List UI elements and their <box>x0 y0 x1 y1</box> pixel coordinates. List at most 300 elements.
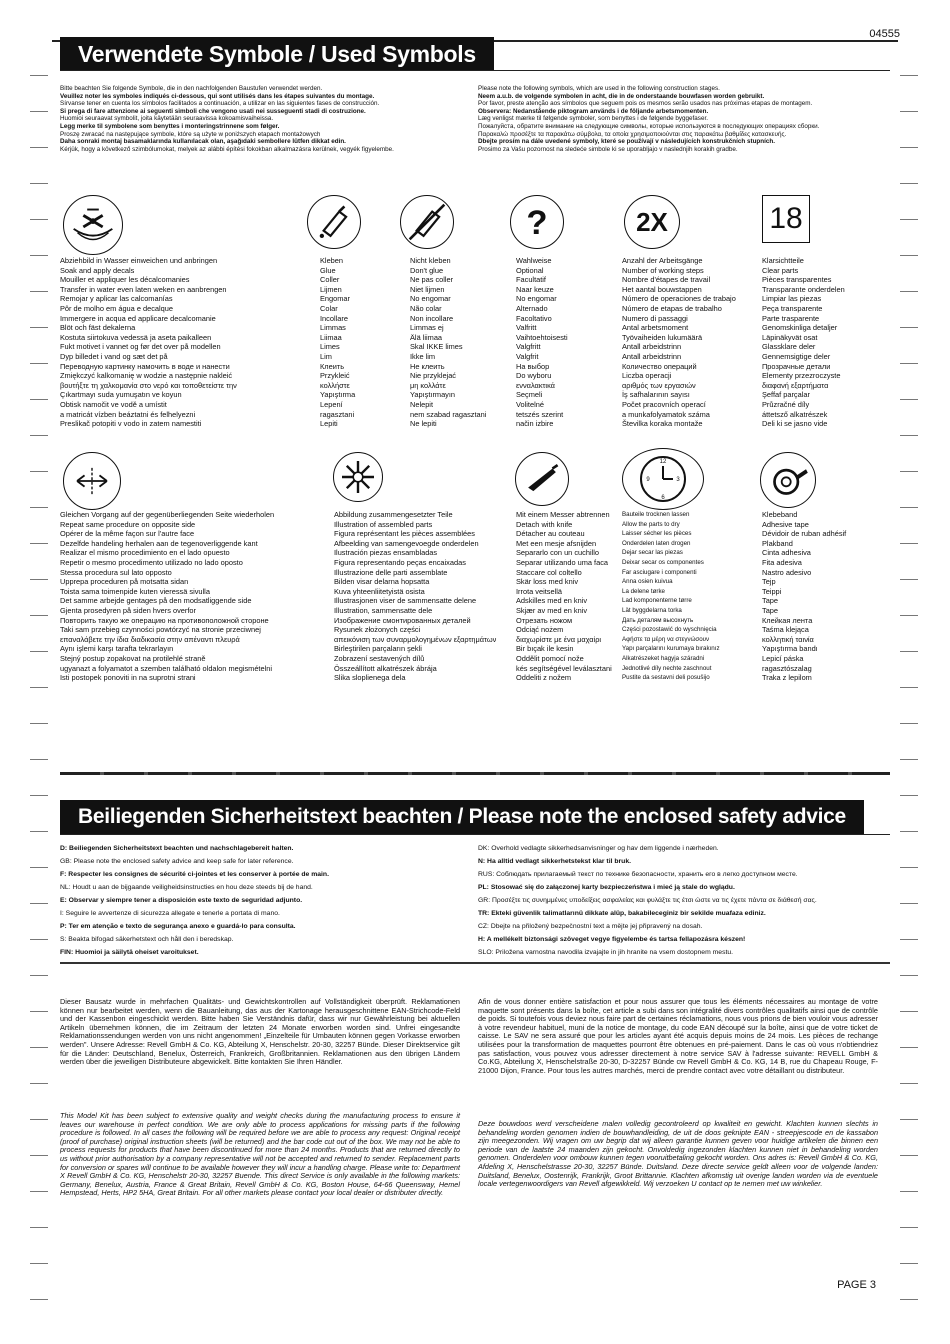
list-optional <box>516 256 568 429</box>
list-item: Optional <box>516 265 544 275</box>
margin-mark <box>900 147 918 148</box>
list-item: Détacher au couteau <box>516 529 585 539</box>
margin-mark <box>30 1299 48 1300</box>
list-item: Nelepit <box>410 399 434 409</box>
list-item: Teippi <box>762 586 782 596</box>
list-item: Lim <box>320 351 332 361</box>
list-item: Deli ki se jasno vide <box>762 419 828 429</box>
margin-mark <box>900 939 918 940</box>
list-tape <box>762 510 846 683</box>
list-item: Oddeliti z nožem <box>516 673 572 683</box>
margin-mark <box>900 507 918 508</box>
margin-mark <box>30 579 48 580</box>
list-item: Yapı parçalarını kurumaya bırakınız <box>622 645 720 653</box>
list-item: Nicht kleben <box>410 256 451 265</box>
list-item: Repeat same procedure on opposite side <box>60 519 196 529</box>
list-item: Nombre d'étapes de travail <box>622 275 711 285</box>
list-no-glue <box>410 256 486 429</box>
intro-line: Si prega di fare attenzione ai seguenti simboli che vengono usati nei susseguenti stadi di costruzione. <box>60 107 366 115</box>
list-item: Limes <box>320 342 340 352</box>
margin-mark <box>30 219 48 220</box>
list-item: İş safhalarının sayısı <box>622 390 690 400</box>
margin-mark <box>30 75 48 76</box>
margin-mark <box>30 1083 48 1084</box>
list-item: tetszés szerint <box>516 409 564 419</box>
list-item: Antal arbetsmoment <box>622 323 689 333</box>
page-number: PAGE 3 <box>837 1279 876 1291</box>
list-item: Realizar el mismo procedimiento en el lado opuesto <box>60 548 230 558</box>
list-item: Części pozostawić do wyschnięcia <box>622 626 717 634</box>
list-item: Preslikač potopiti v vodo in zatem namestiti <box>60 419 202 429</box>
list-item: Összeállított alkatrészek ábrája <box>334 663 437 673</box>
margin-mark <box>30 867 48 868</box>
list-item: Dejar secar las piezas <box>622 549 683 557</box>
svg-text:3: 3 <box>676 477 680 483</box>
margin-mark <box>900 1191 918 1192</box>
intro-line: Prosimo za Vašu pozornost na sledeće simbole ki se uporabljajo v naslednjih korakih gradbe. <box>478 145 738 153</box>
list-item: Liimaa <box>320 332 342 342</box>
list-item: Ilustración piezas ensambladas <box>334 548 438 558</box>
age-label: 18 <box>769 202 803 235</box>
list-item: διαφανή εξαρτήματα <box>762 380 829 390</box>
list-item: Klarsichtteile <box>762 256 804 265</box>
list-item: Ne pas coller <box>410 275 454 285</box>
safety-line: S: Beakta bifogad säkerhetstext och håll den i beredskap. <box>60 936 234 943</box>
list-item: Lad komponenterne tørre <box>622 597 692 605</box>
margin-mark <box>30 255 48 256</box>
list-item: Stessa procedura sul lato opposto <box>60 567 172 577</box>
list-item: Volitelné <box>516 399 544 409</box>
list-item: Ikke lim <box>410 351 436 361</box>
list-item: Allow the parts to dry <box>622 520 680 528</box>
list-dry <box>622 510 720 683</box>
margin-mark <box>30 1011 48 1012</box>
margin-mark <box>900 471 918 472</box>
list-item: Przykleić <box>320 371 350 381</box>
margin-mark <box>900 363 918 364</box>
intro-line: Please note the following symbols, which are used in the following construction stages. <box>478 85 720 92</box>
margin-mark <box>900 543 918 544</box>
list-item: κολλήστε <box>320 380 350 390</box>
list-item: Abbildung zusammengesetzter Teile <box>334 510 453 519</box>
list-item: Número de operaciones de trabajo <box>622 294 736 304</box>
intro-line: Legg merke til symbolene som benyttes i monteringstrinnene som følger. <box>60 122 280 130</box>
safety-line: RUS: Соблюдать прилагаемый текст по технике безопасности, хранить его в легко доступном месте. <box>478 871 798 878</box>
list-item: Irrota veitsellä <box>516 586 563 596</box>
safety-line: PL: Stosować się do załączonej karty bezpieczeństwa i mieć ją stale do wglądu. <box>478 884 735 891</box>
margin-mark <box>900 579 918 580</box>
assembled-parts-icon <box>333 452 383 502</box>
intro-line: Proszę zwracać na następujące symbole, które są użyte w poniższych etapach montażowych <box>60 130 321 138</box>
margin-mark <box>900 687 918 688</box>
list-item: Toista sama toimenpide kuten vieressä sivulla <box>60 586 210 596</box>
margin-mark <box>30 399 48 400</box>
safety-right <box>478 842 888 959</box>
margin-mark <box>30 327 48 328</box>
safety-line: GB: Please note the enclosed safety advice and keep safe for later reference. <box>60 858 294 865</box>
list-item: Valgfritt <box>516 342 541 352</box>
list-item: Kuva yhteenliitetyistä osista <box>334 586 425 596</box>
section-title-symbols: Verwendete Symbole / Used Symbols <box>60 37 494 71</box>
intro-left <box>60 85 470 153</box>
svg-text:9: 9 <box>646 477 650 483</box>
list-item: Adhesive tape <box>762 519 809 529</box>
list-item: Työvaiheiden lukumäärä <box>622 332 703 342</box>
list-item: način izbire <box>516 419 554 429</box>
list-item: Jednotlivé díly nechte zaschnout <box>622 664 712 672</box>
list-item: Genomskinliga detaljer <box>762 323 838 333</box>
warranty-nl: Deze bouwdoos werd verscheidene malen volledig gecontroleerd op kwaliteit en gewicht. Klachten kunnen slechts in behandeling worden genomen indien de bouwhandleiding, de uit de doos geknipte EAN - streepjescode en de kassabon zijn meegezonden. Wij vragen om uw begrip dat wij alleen garantie kunnen geven voor huidige artikelen die binnen een periode van de laatste 24 maanden zijn gekocht. Onvoldedig ingezonden klachten kunnen niet in behandeling worden genomen. Onderdelen voor ombouw kunnen tegen vooruitbetaling gekocht worden. Ons adres is: Revell GmbH & Co. KG, Afdeling X, Henschelstrasse 20-30, 32257 Bünde. Duitsland. Deze directe service geldt alleen voor de volgende landen: Duitsland, Benelux, Oostenrijk, Frankrijk, Groot Brittannie. Klachten afkomstig uit overige landen worden via de eventuele locale vertegenwoordigers van Revell afgewikkeld. Wij verzoeken U contact op te nemen met uw winkelier. <box>478 1119 878 1189</box>
list-item: Illustrasjonen viser de sammensatte delene <box>334 596 477 606</box>
list-item: ragasztószalag <box>762 663 812 673</box>
margin-mark <box>900 111 918 112</box>
margin-mark <box>30 543 48 544</box>
list-item: Številka koraka montaže <box>622 419 703 429</box>
list-item: Transfer in water even laten weken en aanbrengen <box>60 284 227 294</box>
optional-icon <box>510 195 564 249</box>
list-item: Limpiar las piezas <box>762 294 822 304</box>
list-item: Limmas <box>320 323 346 333</box>
list-item: Клеить <box>320 361 345 371</box>
margin-mark <box>30 615 48 616</box>
intro-line: Læg venligst mærke til følgende symboler, som benyttes i de følgende byggefaser. <box>478 115 708 123</box>
list-item: Number of working steps <box>622 265 704 275</box>
margin-mark <box>900 399 918 400</box>
list-item: nem szabad ragasztani <box>410 409 487 419</box>
list-item: Stejný postup zopakovat na protilehlé straně <box>60 653 206 663</box>
list-item: Don't glue <box>410 265 444 275</box>
margin-mark <box>30 651 48 652</box>
list-item: Vaihtoehtoisesti <box>516 332 568 342</box>
margin-mark <box>900 255 918 256</box>
list-item: Aynı işlemi karşı tarafta tekrarlayın <box>60 644 174 654</box>
list-item: Laisser sécher les pièces <box>622 530 692 538</box>
list-item: Lepicí páska <box>762 653 804 663</box>
margin-mark <box>30 1191 48 1192</box>
list-glue <box>320 256 355 429</box>
list-item: Повторить такую же операцию на противоположной стороне <box>60 615 269 625</box>
list-steps <box>622 256 736 429</box>
safety-line: H: A mellékelt biztonsági szöveget vegye figyelembe és tartsa fellapozásra készen! <box>478 936 746 943</box>
list-item: Rysunek złożonych części <box>334 625 421 635</box>
list-item: Lijmen <box>320 284 342 294</box>
safety-line: I: Seguire le avvertenze di sicurezza allegate e tenerle a portata di mano. <box>60 910 280 917</box>
list-item: επαναλάβετε την ίδια διαδικασία στην απέναντι πλευρά <box>60 634 240 644</box>
intro-line: Veuillez noter les symboles indiqués ci-dessous, qui sont utilisés dans les étapes suivantes du montage. <box>60 92 375 100</box>
intro-line: Neem a.u.b. de volgende symbolen in acht, die in de onderstaande bouwfasen worden gebruikt. <box>478 92 765 100</box>
margin-mark <box>900 831 918 832</box>
svg-text:12: 12 <box>659 459 667 465</box>
intro-line: Dbejte prosím na dále uvedené symboly, které se používají v následujících konstrukčních stupních. <box>478 138 775 146</box>
list-item: Illustration of assembled parts <box>334 519 433 529</box>
margin-mark <box>30 1263 48 1264</box>
list-item: Pièces transparentes <box>762 275 832 285</box>
intro-line: Huomioi seuraavat symbolit, joita käytetään seuraavissa kokoamisvaiheissa. <box>60 115 274 123</box>
list-item: Non incollare <box>410 313 454 323</box>
margin-mark <box>900 291 918 292</box>
margin-mark <box>900 1047 918 1048</box>
list-item: Tejp <box>762 577 776 587</box>
margin-mark <box>30 183 48 184</box>
banner-rule <box>60 834 890 835</box>
list-item: Remojar y aplicar las calcomanías <box>60 294 173 304</box>
list-item: Abziehbild in Wasser einweichen und anbringen <box>60 256 218 265</box>
list-item: Valgfrit <box>516 351 539 361</box>
list-item: Počet pracovních operací <box>622 399 706 409</box>
margin-mark <box>30 147 48 148</box>
list-item: Дать деталям высохнуть <box>622 616 694 624</box>
age-box-icon <box>762 195 810 243</box>
list-item: Opérer de la même façon sur l'autre face <box>60 529 195 539</box>
list-item: Elementy przezroczyste <box>762 371 841 381</box>
list-clear <box>762 256 845 429</box>
list-item: Şeffaf parçalar <box>762 390 810 400</box>
list-item: Kostuta siirtokuva vedessä ja aseta paikalleen <box>60 332 212 342</box>
list-item: Mouiller et appliquer les décalcomanies <box>60 275 190 285</box>
list-item: Nie przyklejać <box>410 371 457 381</box>
list-item: Coller <box>320 275 340 285</box>
intro-line: Пожалуйста, обратите внимание на следующие символы, которые используются в последующих операциях сборки. <box>478 122 820 130</box>
margin-mark <box>30 903 48 904</box>
margin-mark <box>900 1227 918 1228</box>
margin-mark <box>900 183 918 184</box>
list-item: Skär loss med kniv <box>516 577 579 587</box>
list-decal <box>60 256 237 429</box>
list-item: Det samme arbejde gentages på den modsatliggende side <box>60 596 252 606</box>
list-item: Blöt och fäst dekalerna <box>60 323 136 333</box>
list-item: Clear parts <box>762 265 799 275</box>
list-item: Repetir o mesmo procedimento utilizado no lado oposto <box>60 557 243 567</box>
list-item: Tape <box>762 605 779 615</box>
list-item: Glassklare deler <box>762 342 816 352</box>
list-item: Naar keuze <box>516 284 554 294</box>
glue-icon <box>307 195 361 249</box>
list-item: Illustrazione delle parti assemblate <box>334 567 448 577</box>
safety-line: NL: Houdt u aan de bijgaande veiligheidsinstructies en hou deze steeds bij de hand. <box>60 884 313 891</box>
list-item: Antall arbeidstrinn <box>622 351 682 361</box>
margin-mark <box>900 651 918 652</box>
safety-line: D: Beiliegenden Sicherheitstext beachten und nachschlagebereit halten. <box>60 845 294 852</box>
list-item: Lepiti <box>320 419 338 429</box>
list-item: Soak and apply decals <box>60 265 135 275</box>
list-item: Plakband <box>762 538 793 548</box>
list-item: Mit einem Messer abtrennen <box>516 510 610 519</box>
list-item: Separar utilizando uma faca <box>516 557 609 567</box>
margin-mark <box>900 1083 918 1084</box>
margin-mark <box>30 687 48 688</box>
safety-line: FIN: Huomioi ja säilytä oheiset varoitukset. <box>60 949 199 956</box>
no-glue-icon <box>400 195 454 249</box>
safety-line: DK: Overhold vedlagte sikkerhedsanvisninger og hav dem liggende i nærheden. <box>478 845 719 852</box>
safety-line: N: Ha alltid vedlagt sikkerhetstekst klar til bruk. <box>478 858 631 865</box>
list-item: Skal IKKE limes <box>410 342 463 352</box>
list-item: Do wyboru <box>516 371 552 381</box>
svg-text:6: 6 <box>661 495 665 501</box>
list-item: Número de etapas de trabalho <box>622 303 722 313</box>
list-item: Valfritt <box>516 323 537 333</box>
safety-line: P: Ter em atenção e texto de segurança anexo e guardá-lo para consulta. <box>60 923 296 930</box>
list-item: Kleben <box>320 256 344 265</box>
margin-mark <box>30 111 48 112</box>
document-number: 04555 <box>869 28 900 40</box>
list-item: Fukt motivet i vannet og før det over på modellen <box>60 342 221 352</box>
svg-text:?: ? <box>526 204 548 243</box>
list-item: Ne lepiti <box>410 419 437 429</box>
list-item: kés segítségével leválasztani <box>516 663 612 673</box>
list-assembled <box>334 510 496 683</box>
list-item: Glue <box>320 265 336 275</box>
list-item: Adskilles med en kniv <box>516 596 588 606</box>
safety-line: SLO: Priložena varnostna navodila izvajajte in jih hranite na vsem dostopnem mestu. <box>478 949 734 956</box>
margin-mark <box>30 1227 48 1228</box>
margin-mark <box>30 435 48 436</box>
list-item: Çıkartmayı suda yumuşatın ve koyun <box>60 390 182 400</box>
margin-mark <box>30 471 48 472</box>
margin-mark <box>30 723 48 724</box>
list-item: Αφήστε τα μέρη να στεγνώσουν <box>622 635 710 643</box>
list-item: Gennemsigtige deler <box>762 351 831 361</box>
list-item: αριθμός των εργασιών <box>622 380 696 390</box>
list-item: Cinta adhesiva <box>762 548 811 558</box>
list-item: No engomar <box>516 294 557 304</box>
list-item: Anzahl der Arbeitsgänge <box>622 256 703 265</box>
list-item: βουτήξτε τη χαλκομανία στο νερό και τοποθετείστε την <box>60 380 237 390</box>
section-title-safety: Beiliegenden Sicherheitstext beachten / Please note the enclosed safety advice <box>60 800 864 834</box>
list-item: Fita adesiva <box>762 557 802 567</box>
margin-mark <box>900 615 918 616</box>
list-item: Het aantal bouwstappen <box>622 284 702 294</box>
margin-mark <box>900 867 918 868</box>
list-item: Limmas ej <box>410 323 444 333</box>
list-item: Yapıştırma bandı <box>762 644 818 654</box>
clock-dry-icon <box>622 448 704 510</box>
margin-mark <box>30 363 48 364</box>
list-item: Oddělit pomocí nože <box>516 653 584 663</box>
warranty-en: This Model Kit has been subject to extensive quality and weight checks during the manufacturing process to ensure it leaves our warehouse in perfect condition. We are only able to process applications for missing parts if the following procedure is followed. In all cases the following will be required before we are able to process any request: Original receipt (proof of purchase) original instruction sheets (will be returned) and the bar code cut out of the box. We may not be able to process requests for products that have been discontinued for more than 24 months. Products that are returned directly to us without prior authorisation by a company representative will not be accepted and returned to sender. Replacement parts for conversion or spares will continue to be available however they will incur a handling charge. Please write to: Department X Revell GmbH & Co. KG, Henschelstr 20-30, 32257 Buende. This direct Service is only available in the following markets: Germany, Benelux, Austria, France & Great Britain, Revell GmbH & Co. KG, Boston House, 64-66 Queensway, Hemel Hempstead, Herts, HP2 5HA, Great Britain. For all other markets please contact your local dealer or distributer directly. <box>60 1111 460 1198</box>
margin-mark <box>30 291 48 292</box>
list-item: Прозрачные детали <box>762 361 831 371</box>
list-item: Количество операций <box>622 361 697 371</box>
margin-mark <box>30 1119 48 1120</box>
intro-line: Kérjük, hogy a következő szimbólumokat, melyek az alábbi építési fokokban alkalmazásra kerülnek, vegyék figyelembe. <box>60 145 394 153</box>
list-item: Клейкая лента <box>762 615 813 625</box>
list-item: Afbeelding van samengevoegde onderdelen <box>334 538 479 548</box>
list-item: Pôr de molho em água e decalque <box>60 303 173 313</box>
list-item: Pustite da sestavni deli posušijo <box>622 674 710 682</box>
safety-bottom-rule <box>60 962 890 964</box>
knife-icon <box>515 452 569 506</box>
list-item: διαχωρίστε με ένα μαχαίρι <box>516 634 602 644</box>
list-item: Onderdelen laten drogen <box>622 539 691 547</box>
list-item: Immergere in acqua ed applicare decalcomanie <box>60 313 216 323</box>
list-item: Liczba operacji <box>622 371 672 381</box>
list-item: Figura representando peças encaixadas <box>334 557 466 567</box>
list-item: Tape <box>762 596 779 606</box>
list-item: Zmiękczyć kalkomanię w wodzie a następnie nakleić <box>60 371 233 381</box>
margin-mark <box>30 507 48 508</box>
list-item: La delene tørke <box>622 587 665 595</box>
intro-line: Daha sonraki montaj basamaklarında kullanılacak olan, aşağıdaki sembollere lütfen dikkat edin. <box>60 138 346 146</box>
list-item: Traka z lepilom <box>762 673 812 683</box>
margin-mark <box>900 1011 918 1012</box>
list-item: Transparante onderdelen <box>762 284 845 294</box>
margin-mark <box>900 1299 918 1300</box>
margin-mark <box>900 1119 918 1120</box>
list-item: Obtisk namočit ve vodě a umístit <box>60 399 167 409</box>
intro-line: Por favor, preste atenção aos símbolos que seguem pois os mesmos serão usados nas próximas etapas de montagem. <box>478 100 813 108</box>
list-item: Taśma klejąca <box>762 625 809 635</box>
margin-mark <box>30 939 48 940</box>
list-item: Numero di passaggi <box>622 313 688 323</box>
safety-left <box>60 842 470 959</box>
list-repeat <box>60 510 274 683</box>
margin-mark <box>30 975 48 976</box>
list-item: Facoltativo <box>516 313 552 323</box>
list-item: Staccare col coltello <box>516 567 582 577</box>
list-item: Separarlo con un cuchillo <box>516 548 599 558</box>
list-item: μη κολλάτε <box>410 380 446 390</box>
list-item: Yapıştırma <box>320 390 356 400</box>
margin-mark <box>900 75 918 76</box>
list-item: κολλητική ταινία <box>762 634 814 644</box>
list-item: áttetsző alkatrészek <box>762 409 828 419</box>
safety-line: E: Observar y siempre tener a disposición este texto de seguridad adjunto. <box>60 897 303 904</box>
list-item: На выбор <box>516 361 550 371</box>
list-item: Slika sloplienega dela <box>334 673 406 683</box>
margin-mark <box>30 759 48 760</box>
list-item: Peça transparente <box>762 303 823 313</box>
margin-mark <box>30 831 48 832</box>
list-item: Illustration, sammensatte dele <box>334 605 433 615</box>
warranty-de: Dieser Bausatz wurde in mehrfachen Qualitäts- und Gewichtskontrollen auf Vollständigkeit überprüft. Reklamationen können nur bearbeitet werden, wenn die Bauanleitung, das aus der Kartonage herausgeschnittene EAN-Strichcode-Feld und der Kassenbon eingeschickt werden. Bitte haben Sie Verständnis dafür, dass wir nur Gewährleistung bei aktuellen Artikeln übernehmen können, die im Zeitraum der letzten 24 Monate erworben worden sind. Unfrei eingesandte Reklamationssendungen werden von uns nicht angenommen! „Einzelteile für Umbauten können gegen Vorkasse erworben werden". Unsere Adresse: Revell GmbH & Co. KG, Abteilung X, Henschelstr. 20-30, 32257 Bünde. Dieser Direktservice gilt für die Länder: Deutschland, Benelux, Österreich, Frankreich, Großbritannien. Reklamationen aus den übrigen Ländern werden über die jeweiligen Distributeure abgewickelt. Bitte kontakten Sie Ihren Händler. <box>60 997 460 1067</box>
list-item: Wahlweise <box>516 256 552 265</box>
section-divider <box>60 772 890 775</box>
list-item: Dyp billedet i vand og sæt det på <box>60 351 168 361</box>
intro-line: Observera: Nedanstående piktogram används i de följande arbetsmomenten. <box>478 107 709 115</box>
list-item: Far asciugare i componenti <box>622 568 697 576</box>
list-item: Nastro adesivo <box>762 567 812 577</box>
list-item: Skjær av med en kniv <box>516 605 588 615</box>
steps-count-label: 2X <box>636 206 668 237</box>
list-item: Detach with knife <box>516 519 573 529</box>
margin-mark <box>900 435 918 436</box>
list-item: Não colar <box>410 303 442 313</box>
intro-line: Sírvanse tener en cuenta los símbolos facilitados a continuación, a utilizar en las siguientes fases de construcción. <box>60 100 380 108</box>
margin-mark <box>900 1155 918 1156</box>
list-item: a matricát vízben beáztatni és felhelyezni <box>60 409 196 419</box>
margin-mark <box>900 1263 918 1264</box>
margin-mark <box>900 327 918 328</box>
banner-rule <box>60 70 890 71</box>
list-item: Figura représentant les pièces assemblées <box>334 529 475 539</box>
margin-mark <box>900 759 918 760</box>
list-item: απεικόνιση των συναρμολογημένων εξαρτημάτων <box>334 634 497 644</box>
list-item: Seçmeli <box>516 390 543 400</box>
margin-mark <box>30 795 48 796</box>
list-item: ενναλακτικά <box>516 380 555 390</box>
list-item: Zobrazení sestavených dílů <box>334 653 425 663</box>
intro-line: Παρακαλώ προσέξτε τα παρακάτω σύμβολα, τα οποία χρησιμοποιούνται στις παρακάτω βαθμίδες κατασκευής. <box>478 130 787 138</box>
intro-line: Bitte beachten Sie folgende Symbole, die in den nachfolgenden Baustufen verwendet werden. <box>60 85 323 92</box>
margin-mark <box>30 1155 48 1156</box>
list-item: Изображение смонтированных деталей <box>334 615 471 625</box>
list-item: Dezelfde handeling herhalen aan de tegenoverliggende kant <box>60 538 258 548</box>
list-item: Gjenta prosedyren på siden hvers overfor <box>60 605 196 615</box>
list-item: Engomar <box>320 294 350 304</box>
list-item: Lepení <box>320 399 343 409</box>
list-item: Anna osien kuivua <box>622 578 673 586</box>
margin-mark <box>900 219 918 220</box>
